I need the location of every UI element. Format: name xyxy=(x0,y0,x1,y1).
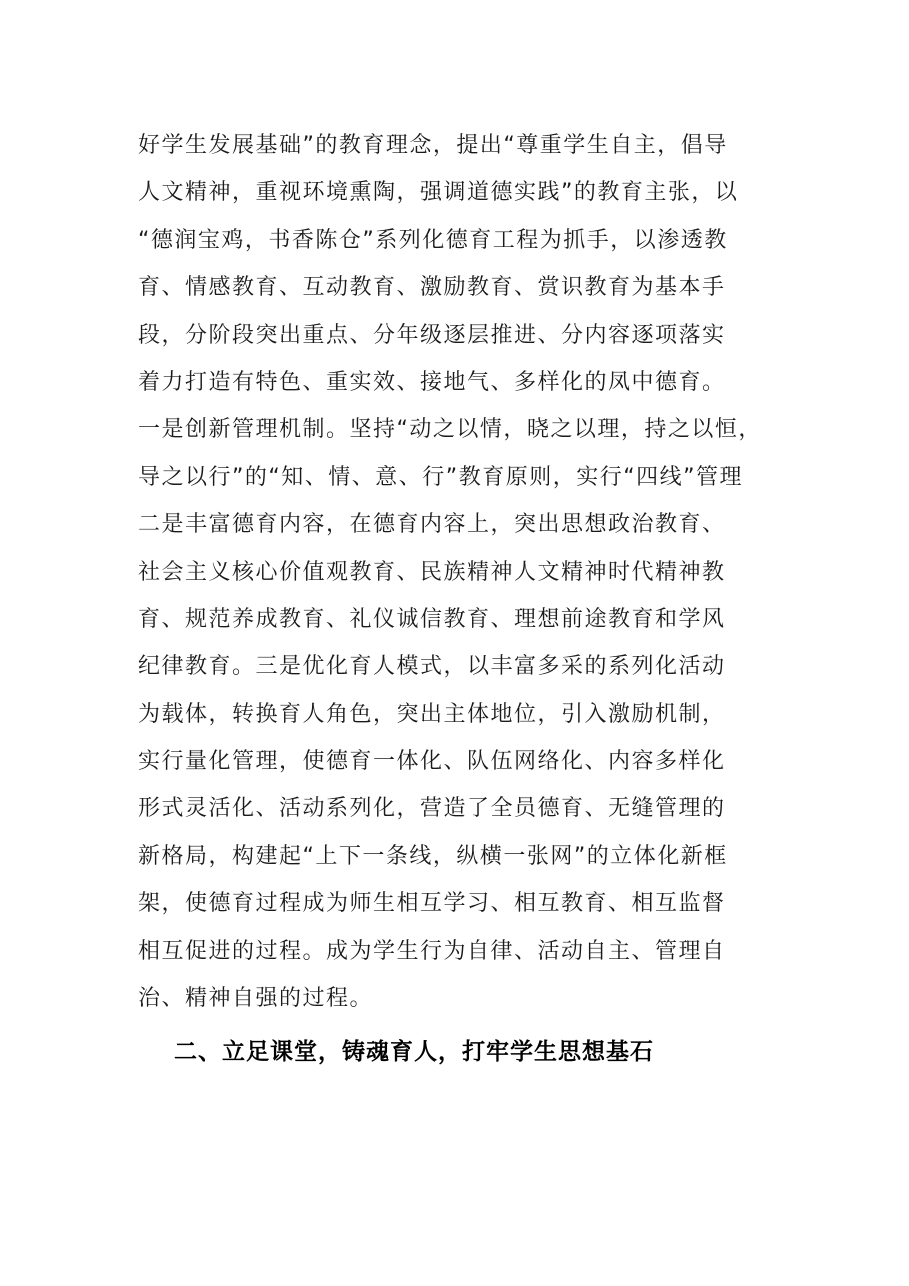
text-line: 人文精神，重视环境熏陶，强调道德实践”的教育主张，以 xyxy=(138,180,739,206)
text-line: “德润宝鸡，书香陈仓”系列化德育工程为抓手，以渗透教 xyxy=(138,227,728,253)
text-line: 二是丰富德育内容，在德育内容上，突出思想政治教育、 xyxy=(138,512,726,538)
text-line: 治、精神自强的过程。 xyxy=(138,986,374,1012)
text-line: 新格局，构建起“上下一条线，纵横一张网”的立体化新框 xyxy=(138,843,728,869)
section-heading: 二、立足课堂，铸魂育人，打牢学生思想基石 xyxy=(174,1039,654,1065)
text-line: 好学生发展基础”的教育理念，提出“尊重学生自主，倡导 xyxy=(138,133,728,158)
text-line: 导之以行”的“知、情、意、行”教育原则，实行“四线”管理 xyxy=(138,464,743,490)
text-line: 着力打造有特色、重实效、接地气、多样化的凤中德育。 xyxy=(138,369,726,395)
text-line: 相互促进的过程。成为学生行为自律、活动自主、管理自 xyxy=(138,938,726,964)
text-line: 形式灵活化、活动系列化，营造了全员德育、无缝管理的 xyxy=(138,796,726,822)
text-line: 实行量化管理，使德育一体化、队伍网络化、内容多样化 xyxy=(138,749,726,775)
text-line: 纪律教育。三是优化育人模式，以丰富多采的系列化活动 xyxy=(138,654,726,680)
text-line: 架，使德育过程成为师生相互学习、相互教育、相互监督 xyxy=(138,891,726,917)
body-paragraph xyxy=(138,122,778,1022)
text-line: 育、情感教育、互动教育、激励教育、赏识教育为基本手 xyxy=(138,275,726,301)
text-line: 段，分阶段突出重点、分年级逐层推进、分内容逐项落实 xyxy=(138,322,726,348)
text-line: 育、规范养成教育、礼仪诚信教育、理想前途教育和学风 xyxy=(138,606,726,632)
text-line: 社会主义核心价值观教育、民族精神人文精神时代精神教 xyxy=(138,559,726,585)
text-line: 一是创新管理机制。坚持“动之以情，晓之以理，持之以恒， xyxy=(138,417,762,443)
text-line: 为载体，转换育人角色，突出主体地位，引入激励机制， xyxy=(138,701,726,727)
